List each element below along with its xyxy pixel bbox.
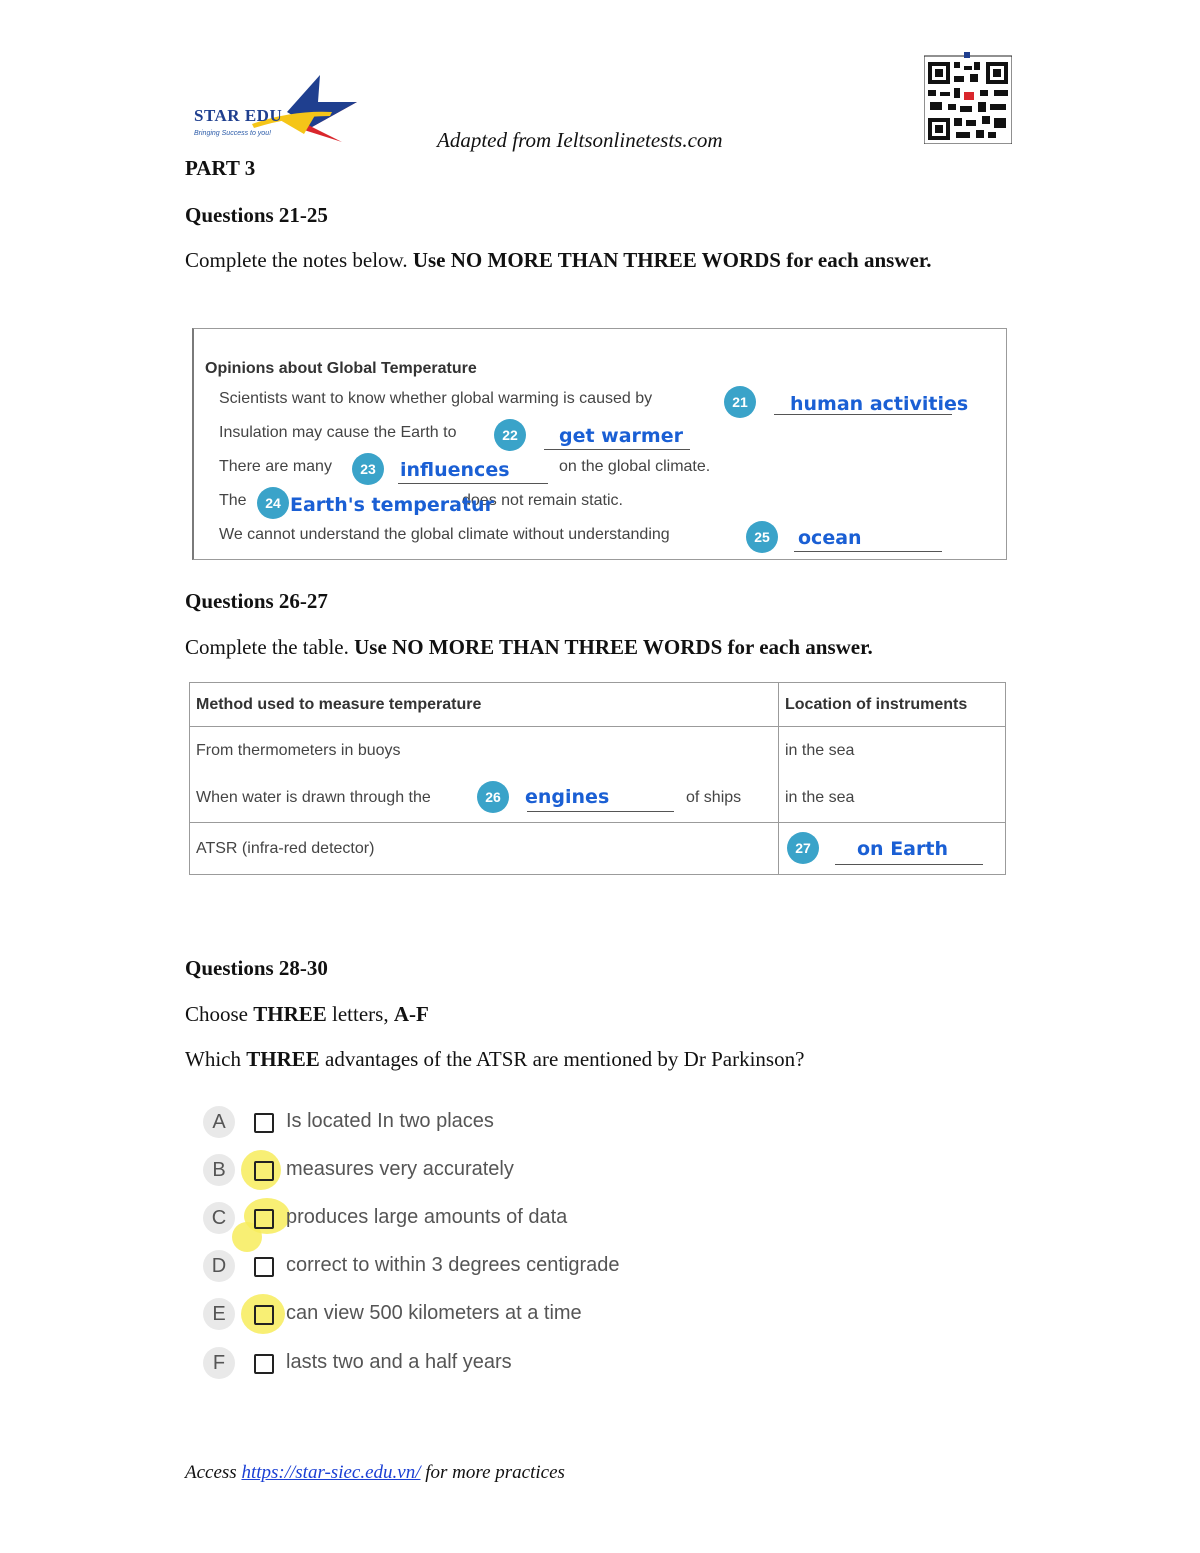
note-line-24 <box>219 492 247 510</box>
option-A[interactable] <box>203 1105 723 1139</box>
choose-bold: THREE <box>253 1002 327 1026</box>
table-header-location: Location of instruments <box>779 683 1006 727</box>
checkbox[interactable] <box>254 1113 274 1133</box>
question-plain-1: Which <box>185 1047 241 1071</box>
option-text: measures very accurately <box>286 1158 514 1180</box>
answer-27: on Earth <box>857 838 948 860</box>
logo-tagline: Bringing Success to you! <box>194 130 272 137</box>
option-letter: F <box>203 1347 235 1379</box>
choose-range: A-F <box>393 1002 429 1026</box>
section2-instruction-plain: Complete the table. <box>185 635 349 659</box>
option-letter: D <box>203 1250 235 1282</box>
note-line-23 <box>219 458 332 476</box>
question-number-23: 23 <box>352 453 384 485</box>
note-line-22 <box>219 424 456 442</box>
choose-plain: Choose <box>185 1002 248 1026</box>
answer-22: get warmer <box>559 425 683 447</box>
section2-instruction <box>185 631 873 664</box>
table-row <box>190 727 1006 775</box>
question-number-27: 27 <box>787 832 819 864</box>
note-text: We cannot understand the global climate without understanding <box>219 526 670 543</box>
option-text: can view 500 kilometers at a time <box>286 1302 582 1324</box>
section1-heading: Questions 21-25 <box>185 203 328 227</box>
qr-code-icon <box>924 52 1012 144</box>
option-letter: B <box>203 1154 235 1186</box>
answer-26: engines <box>525 785 610 808</box>
checkbox[interactable] <box>254 1161 274 1181</box>
question-bold: THREE <box>246 1047 320 1071</box>
option-text: Is located In two places <box>286 1110 494 1132</box>
section2-instruction-bold: Use NO MORE THAN THREE WORDS for each answer. <box>354 635 873 659</box>
note-text: Scientists want to know whether global warming is caused by <box>219 390 653 407</box>
footer-after: for more practices <box>425 1462 565 1483</box>
option-text: correct to within 3 degrees centigrade <box>286 1254 620 1276</box>
answer-23: influences <box>400 459 510 481</box>
answer-25: ocean <box>798 527 862 549</box>
option-F[interactable] <box>203 1346 723 1380</box>
footer-link[interactable]: https://star-siec.edu.vn/ <box>241 1462 421 1483</box>
table-cell-location <box>779 823 1006 875</box>
section1-instruction-plain: Complete the notes below. <box>185 248 408 272</box>
table-cell-method: ATSR (infra-red detector) <box>190 823 779 875</box>
checkbox[interactable] <box>254 1354 274 1374</box>
table-header-method: Method used to measure temperature <box>190 683 779 727</box>
note-text: There are many <box>219 458 332 475</box>
section3-heading: Questions 28-30 <box>185 956 328 980</box>
note-line-21 <box>219 390 652 408</box>
footer <box>185 1462 565 1484</box>
option-letter: A <box>203 1106 235 1138</box>
choose-mid: letters, <box>332 1002 389 1026</box>
option-E[interactable] <box>203 1297 723 1331</box>
checkbox[interactable] <box>254 1305 274 1325</box>
notes-panel <box>192 328 1007 560</box>
notes-title: Opinions about Global Temperature <box>205 360 477 377</box>
part-title: PART 3 <box>185 156 256 180</box>
option-text: produces large amounts of data <box>286 1206 568 1228</box>
section3-question <box>185 1043 804 1076</box>
option-D[interactable] <box>203 1249 723 1283</box>
section2-heading: Questions 26-27 <box>185 589 328 613</box>
note-text: Insulation may cause the Earth to <box>219 424 457 441</box>
measurement-table <box>189 682 1006 875</box>
note-line-24-after: does not remain static. <box>462 492 623 509</box>
table-row <box>190 823 1006 875</box>
option-B[interactable] <box>203 1153 723 1187</box>
question-number-22: 22 <box>494 419 526 451</box>
question-number-21: 21 <box>724 386 756 418</box>
table-row <box>190 775 1006 823</box>
note-line-23-after: on the global climate. <box>559 458 711 475</box>
section1-instruction <box>185 244 1013 277</box>
question-number-24: 24 <box>257 487 289 519</box>
table-cell-location: in the sea <box>779 727 1006 775</box>
answer-24: Earth's temperatur <box>290 494 494 516</box>
method-text-after: of ships <box>686 788 742 806</box>
table-cell-method <box>190 775 779 823</box>
footer-before: Access <box>185 1462 237 1483</box>
table-cell-method: From thermometers in buoys <box>190 727 779 775</box>
checkbox[interactable] <box>254 1257 274 1277</box>
logo-text: STAR EDU <box>194 106 283 125</box>
qr-code <box>924 52 1012 144</box>
checkbox[interactable] <box>254 1209 274 1229</box>
table-cell-location: in the sea <box>779 775 1006 823</box>
option-text: lasts two and a half years <box>286 1351 512 1373</box>
method-text-before: When water is drawn through the <box>196 789 431 807</box>
question-number-25: 25 <box>746 521 778 553</box>
option-C[interactable] <box>203 1201 723 1235</box>
section3-choose <box>185 998 429 1031</box>
answer-21: human activities <box>790 393 969 415</box>
note-line-25 <box>219 526 670 544</box>
option-letter: E <box>203 1298 235 1330</box>
question-number-26: 26 <box>477 781 509 813</box>
option-letter: C <box>203 1202 235 1234</box>
adapted-note: Adapted from Ieltsonlinetests.com <box>437 128 723 152</box>
question-plain-2: advantages of the ATSR are mentioned by Dr Parkinson? <box>325 1047 805 1071</box>
logo <box>192 72 362 152</box>
note-text: The <box>219 492 247 509</box>
section1-instruction-bold: Use NO MORE THAN THREE WORDS for each answer. <box>412 248 932 272</box>
